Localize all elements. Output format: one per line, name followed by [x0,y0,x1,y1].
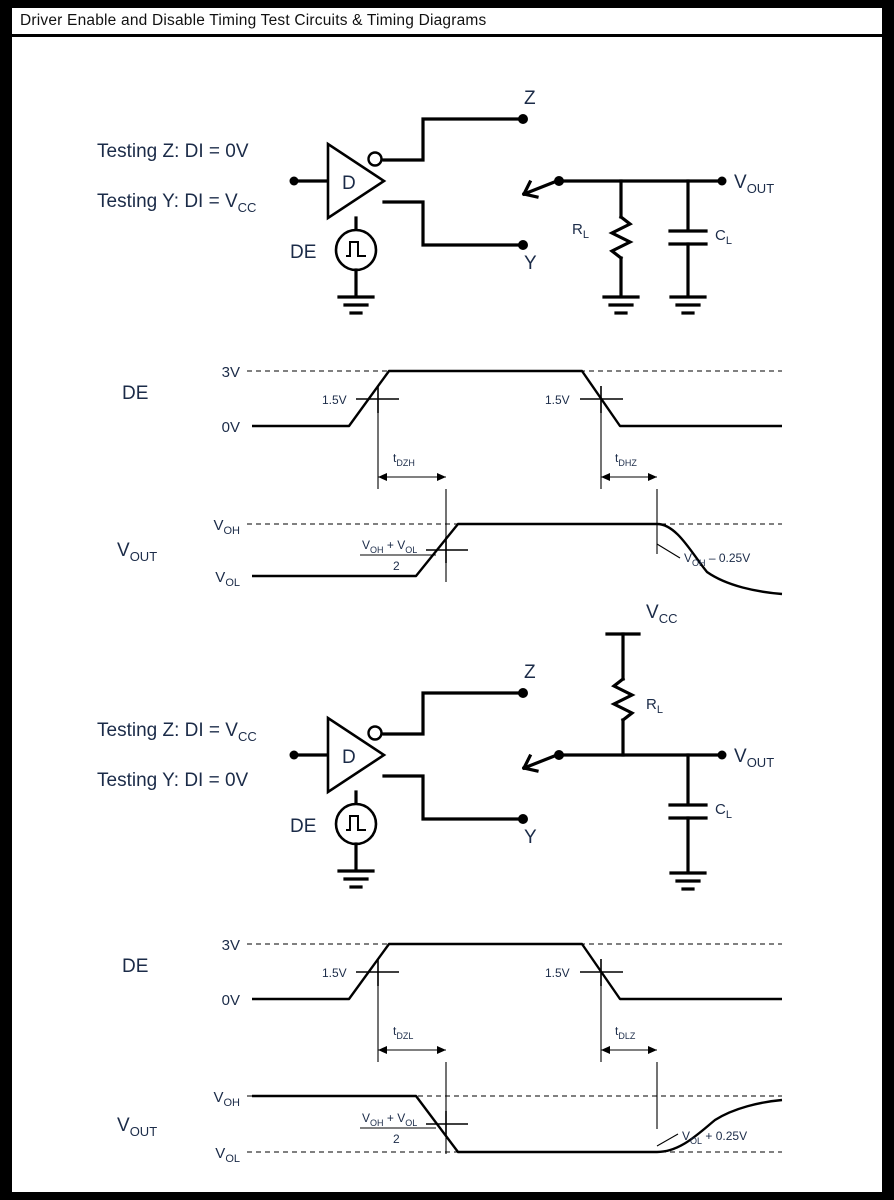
timing1-0v-label: 0V [221,419,240,436]
timing1-threshold-b-label: 1.5V [545,393,570,407]
circuit1-ground-rl [604,297,638,313]
circuit1-testing-z-label: Testing Z: DI = 0V [97,141,249,162]
circuit2-testing-z-label: Testing Z: DI = $V_{CC}$ [97,720,257,744]
circuit2-contact-z [518,688,528,698]
timing2-0v-label: 0V [221,992,240,1009]
page-title: Driver Enable and Disable Timing Test Circuits & Timing Diagrams [20,12,487,29]
circuit1-rl-label: $R_L$ [572,221,589,241]
timing1-tdzh-label: $t_{DZH}$ [393,451,415,468]
circuit1-inverting-bubble [369,153,382,166]
timing2-vol-annotation: $V_{OL} + 0.25V$ [682,1129,748,1146]
timing2-vout-waveform [252,1096,782,1152]
timing2-tdzl-label: $t_{DZL}$ [393,1024,414,1041]
circuit2-testing-y-label: Testing Y: DI = 0V [97,770,249,791]
circuit1-testing-y-label: Testing Y: DI = $V_{CC}$ [97,191,257,215]
title-bar [12,8,882,37]
circuit1-gate-label: D [342,173,356,194]
figure-sheet [12,8,882,1192]
timing1-3v-label: 3V [221,364,240,381]
figure-canvas [12,34,882,1192]
circuit-1-group [97,88,774,313]
circuit2-node-z-label: Z [524,662,536,683]
circuit2-vout-node [718,751,727,760]
timing2-voh-label: $V_{OH}$ [213,1089,240,1109]
circuit2-node-y-label: Y [524,827,537,848]
circuit1-input-node [290,177,299,186]
timing2-tdlz-label: $t_{DLZ}$ [615,1024,636,1041]
timing1-de-label: DE [122,383,149,404]
circuit1-de-label: DE [290,242,317,263]
circuit1-contact-y [518,240,528,250]
circuit1-cl-label: $C_L$ [715,227,732,247]
circuit2-de-label: DE [290,816,317,837]
timing-1-group [117,364,782,594]
timing1-threshold-a-label: 1.5V [322,393,347,407]
timing-2-group [117,937,782,1165]
circuit2-de-source [336,804,376,844]
timing2-threshold-a-label: 1.5V [322,966,347,980]
circuit2-rl-label: $R_L$ [646,696,663,716]
circuit2-input-node [290,751,299,760]
timing1-midpoint-numerator: $V_{OH} + V_{OL}$ [362,538,418,555]
circuit2-vcc-label: $V_{CC}$ [646,602,678,626]
circuit2-cl-label: $C_L$ [715,801,732,821]
timing2-de-label: DE [122,956,149,977]
circuit-2-group [97,602,774,889]
timing1-voh-label: $V_{OH}$ [213,517,240,537]
circuit1-vout-node [718,177,727,186]
circuit2-ground-cl [671,873,705,889]
timing2-3v-label: 3V [221,937,240,954]
circuit1-ground-cl [671,297,705,313]
circuit1-de-source [336,230,376,270]
circuit1-node-z-label: Z [524,88,536,109]
circuit2-ground-de [339,871,373,887]
timing2-midpoint-numerator: $V_{OH} + V_{OL}$ [362,1111,418,1128]
timing2-midpoint-denominator: 2 [393,1132,400,1146]
timing2-threshold-b-label: 1.5V [545,966,570,980]
timing1-vout-label: $V_{OUT}$ [117,540,158,564]
circuit1-ground-de [339,297,373,313]
timing1-midpoint-denominator: 2 [393,559,400,573]
circuit2-inverting-bubble [369,727,382,740]
timing2-vol-label: $V_{OL}$ [215,1145,240,1165]
circuit2-contact-y [518,814,528,824]
timing1-tdhz-label: $t_{DHZ}$ [615,451,637,468]
circuit1-node-y-label: Y [524,253,537,274]
circuit2-gate-label: D [342,747,356,768]
timing1-vol-label: $V_{OL}$ [215,569,240,589]
timing2-vout-label: $V_{OUT}$ [117,1115,158,1139]
timing1-voh-annotation: $V_{OH} - 0.25V$ [684,551,751,568]
circuit1-vout-label: $V_{OUT}$ [734,172,775,196]
circuit1-contact-z [518,114,528,124]
circuit2-vout-label: $V_{OUT}$ [734,746,775,770]
